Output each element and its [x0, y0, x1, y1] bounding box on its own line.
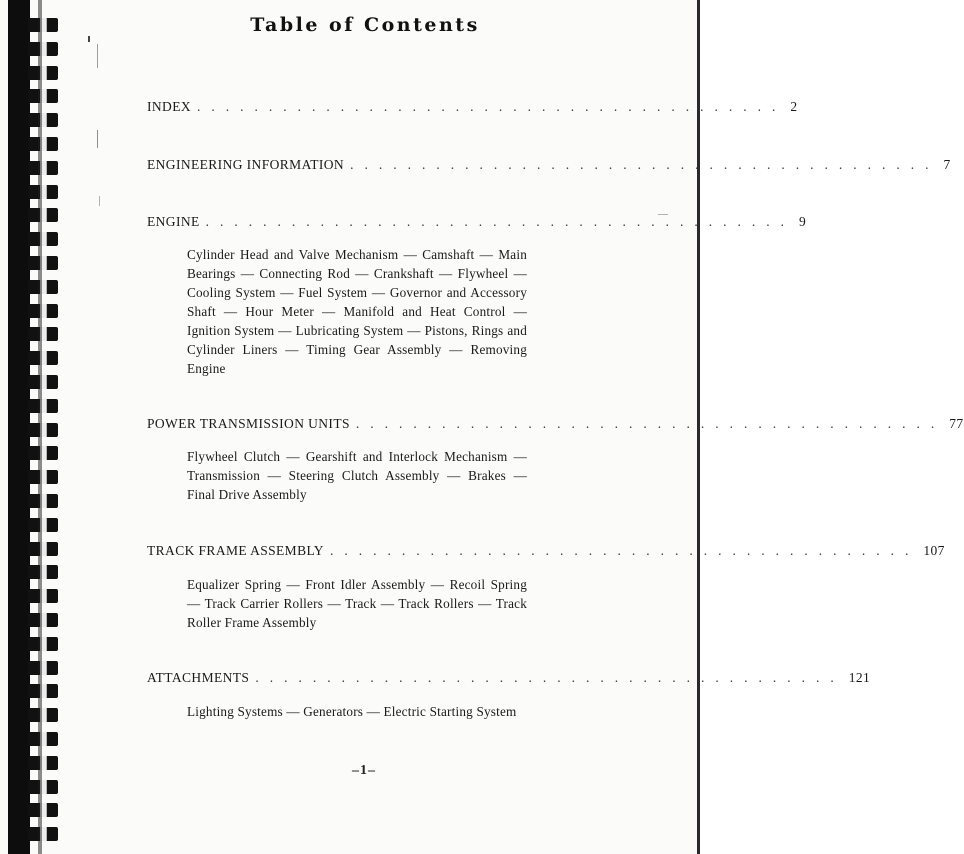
toc-entry-page: 9 [799, 214, 807, 229]
binding-ring [28, 589, 58, 603]
dot-leader: ......................................... [329, 543, 920, 558]
binding-ring [28, 446, 58, 460]
binding-ring [28, 494, 58, 508]
toc-entry-description: Equalizer Spring — Front Idler Assembly — Recoil Spring — Track Carrier Rollers — Track — Track Rollers — Track Roller Frame Assembly [187, 577, 527, 630]
binding-ring [28, 399, 58, 413]
scan-speck [97, 44, 98, 68]
binding-ring [28, 208, 58, 222]
binding-ring [28, 803, 58, 817]
scan-speck [99, 196, 100, 206]
binding-ring [28, 232, 58, 246]
dot-leader: ......................................... [205, 214, 796, 229]
binding-ring [28, 42, 58, 56]
toc-entry-description: Cylinder Head and Valve Mechanism — Camshaft — Main Bearings — Connecting Rod — Crankshaft — Flywheel — Cooling System — Fuel System — Governor and Accessory Shaft — Hour Meter — Manifold and Heat Control — Ignition System — Lubricating System — Pistons, Rings and Cylinder Liners — Timing Gear Assembly — Removing Engine [187, 247, 527, 376]
binding-ring [28, 161, 58, 175]
binding-ring [28, 423, 58, 437]
toc-entry-page: 121 [848, 670, 871, 685]
toc-entry-engine[interactable] [147, 214, 807, 232]
binding-edge [38, 0, 42, 854]
binding-ring [28, 565, 58, 579]
toc-entry-title: INDEX [147, 99, 191, 114]
binding-ring [28, 280, 58, 294]
toc-entry-title: ENGINEERING INFORMATION [147, 157, 345, 172]
binding-ring [28, 89, 58, 103]
binding-ring [28, 137, 58, 151]
binding-ring [28, 684, 58, 698]
toc-entry-power-transmission-units[interactable] [147, 416, 964, 434]
toc-entry-title: POWER TRANSMISSION UNITS [147, 416, 350, 431]
toc-entry-description: Flywheel Clutch — Gearshift and Interlock Mechanism — Transmission — Steering Clutch Assembly — Brakes — Final Drive Assembly [187, 449, 527, 502]
toc-entry-title: ATTACHMENTS [147, 670, 250, 685]
toc-entry-attachments[interactable] [147, 670, 871, 688]
toc-entry-title: TRACK FRAME ASSEMBLY [147, 543, 324, 558]
toc-entry-page: 7 [943, 157, 951, 172]
toc-entry-page: 77 [949, 416, 964, 431]
binding-ring [28, 661, 58, 675]
binding-ring [28, 780, 58, 794]
binding-ring [28, 304, 58, 318]
toc-entry-page: 2 [790, 99, 798, 114]
toc-entry-title: ENGINE [147, 214, 200, 229]
spiral-binding [0, 0, 62, 854]
binding-ring [28, 113, 58, 127]
binding-ring [28, 613, 58, 627]
dot-leader: ......................................... [255, 670, 845, 685]
scan-speck [97, 130, 98, 148]
binding-ring [28, 351, 58, 365]
binding-ring [28, 327, 58, 341]
binding-ring [28, 708, 58, 722]
binding-ring [28, 375, 58, 389]
binding-ring [28, 256, 58, 270]
binding-ring [28, 518, 58, 532]
binding-ring [28, 470, 58, 484]
toc-entry-engineering-information[interactable] [147, 157, 951, 175]
binding-ring [28, 637, 58, 651]
dot-leader: ......................................... [197, 99, 787, 114]
toc-entry-page: 107 [923, 543, 945, 558]
page-number: –1– [352, 763, 376, 778]
dot-leader: ......................................... [355, 416, 946, 431]
dot-leader: ......................................... [350, 157, 940, 172]
toc-entry-description: Lighting Systems — Generators — Electric Starting System [187, 704, 517, 719]
toc-entry-track-frame-assembly[interactable] [147, 543, 945, 561]
page-title: Table of Contents [250, 14, 480, 36]
binding-ring [28, 827, 58, 841]
binding-ring [28, 732, 58, 746]
scan-speck [88, 36, 90, 42]
binding-strip [8, 0, 30, 854]
toc-entry-index[interactable] [147, 99, 798, 117]
binding-ring [28, 542, 58, 556]
binding-ring [28, 185, 58, 199]
binding-ring [28, 66, 58, 80]
